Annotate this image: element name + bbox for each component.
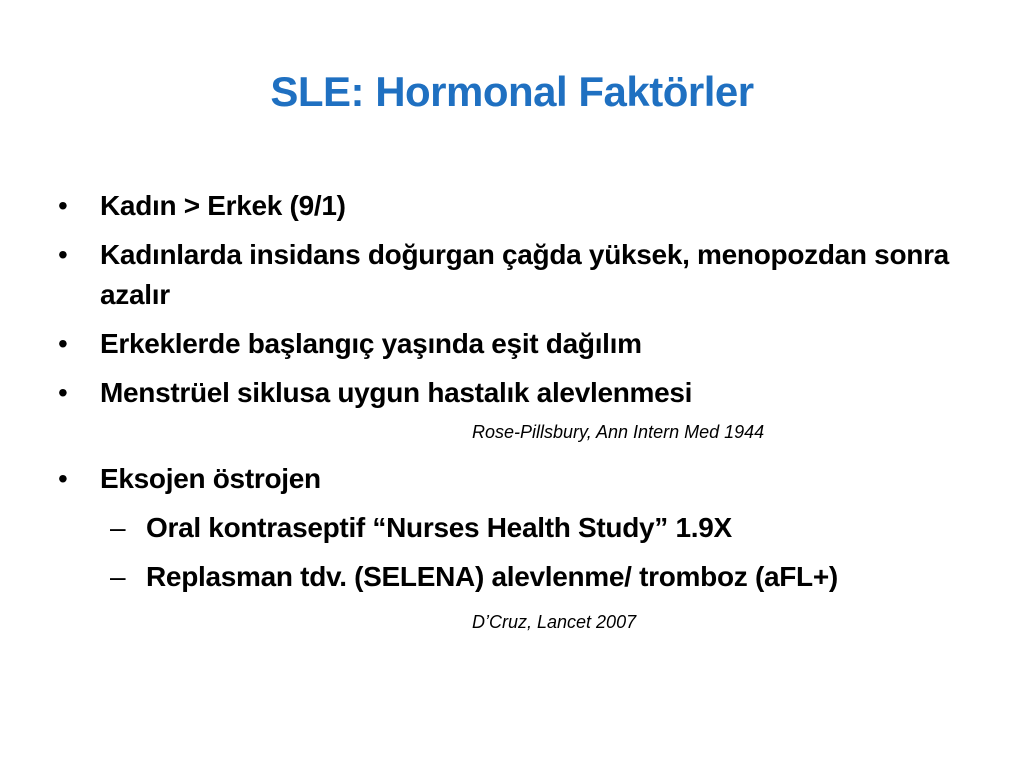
bullet-text: Kadın > Erkek (9/1) [100,190,346,221]
bullet-item [58,373,958,413]
bullet-marker: • [58,190,68,221]
bullet-item [58,235,958,315]
sub-bullet-marker: – [110,561,126,592]
bullet-text: Menstrüel siklusa uygun hastalık alevlenmesi [100,377,693,408]
bullet-text: Erkeklerde başlangıç yaşında eşit dağılım [100,328,642,359]
bullet-marker: • [58,377,68,408]
bullet-text: Eksojen östrojen [100,463,321,494]
bullet-marker: • [58,239,68,270]
slide-content [58,186,958,635]
bullet-marker: • [58,328,68,359]
citation: D’Cruz, Lancet 2007 [472,612,637,632]
citation: Rose-Pillsbury, Ann Intern Med 1944 [472,422,765,442]
bullet-item [58,459,958,499]
bullet-item [58,186,958,226]
sub-bullet-text: Oral kontraseptif “Nurses Health Study” 1.9X [146,512,732,543]
sub-bullet-item [58,557,958,597]
sub-bullet-item [58,508,958,548]
sub-bullet-text: Replasman tdv. (SELENA) alevlenme/ tromboz (aFL+) [146,561,838,592]
bullet-marker: • [58,463,68,494]
bullet-item [58,324,958,364]
slide-title: SLE: Hormonal Faktörler [270,68,754,115]
bullet-text: Kadınlarda insidans doğurgan çağda yüksek, menopozdan sonra azalır [100,239,949,310]
sub-bullet-marker: – [110,512,126,543]
